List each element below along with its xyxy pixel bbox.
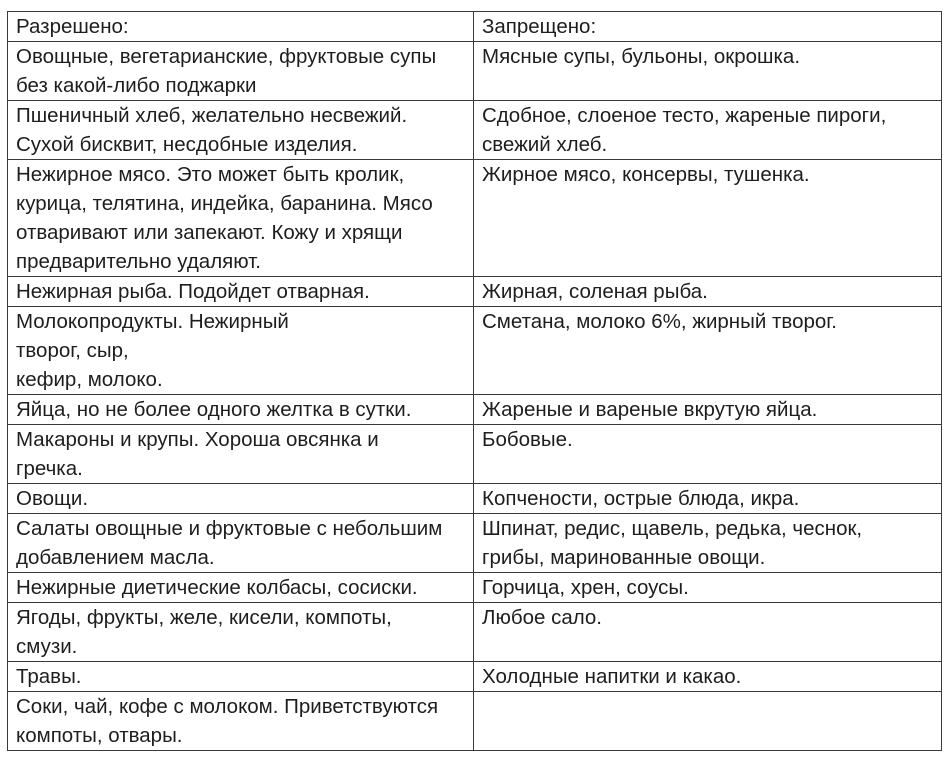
allowed-cell: Нежирное мясо. Это может быть кролик, курица, телятина, индейка, баранина. Мясо отваривают или запекают. Кожу и хрящи предварительно удаляют. [8,160,474,277]
allowed-cell: Соки, чай, кофе с молоком. Приветствуются компоты, отвары. [8,692,474,751]
forbidden-cell: Мясные супы, бульоны, окрошка. [474,42,942,101]
table-row [8,662,942,692]
forbidden-cell: Копчености, острые блюда, икра. [474,484,942,514]
forbidden-cell: Шпинат, редис, щавель, редька, чеснок, грибы, маринованные овощи. [474,514,942,573]
table-row [8,101,942,160]
allowed-cell: Нежирная рыба. Подойдет отварная. [8,277,474,307]
table-row [8,42,942,101]
allowed-cell: Овощи. [8,484,474,514]
table-row [8,277,942,307]
forbidden-cell: Жирная, соленая рыба. [474,277,942,307]
table-row [8,514,942,573]
table-row [8,573,942,603]
table-row [8,307,942,395]
forbidden-cell: Сдобное, слоеное тесто, жареные пироги, свежий хлеб. [474,101,942,160]
forbidden-cell [474,692,942,751]
table-row [8,692,942,751]
header-forbidden: Запрещено: [474,12,942,42]
allowed-cell: Салаты овощные и фруктовые с небольшим добавлением масла. [8,514,474,573]
forbidden-cell: Холодные напитки и какао. [474,662,942,692]
table-row [8,484,942,514]
allowed-cell: Яйца, но не более одного желтка в сутки. [8,395,474,425]
table-row [8,603,942,662]
forbidden-cell: Жареные и вареные вкрутую яйца. [474,395,942,425]
table-row [8,160,942,277]
header-row [8,12,942,42]
header-allowed: Разрешено: [8,12,474,42]
allowed-cell: Ягоды, фрукты, желе, кисели, компоты, смузи. [8,603,474,662]
allowed-cell: Макароны и крупы. Хороша овсянка и гречка. [8,425,474,484]
allowed-cell: Травы. [8,662,474,692]
allowed-cell: Пшеничный хлеб, желательно несвежий. Сухой бисквит, несдобные изделия. [8,101,474,160]
forbidden-cell: Любое сало. [474,603,942,662]
table-row [8,425,942,484]
forbidden-cell: Жирное мясо, консервы, тушенка. [474,160,942,277]
allowed-cell: Овощные, вегетарианские, фруктовые супы без какой-либо поджарки [8,42,474,101]
forbidden-cell: Сметана, молоко 6%, жирный творог. [474,307,942,395]
allowed-cell: Молокопродукты. Нежирный творог, сыр, кефир, молоко. [8,307,474,395]
table-row [8,395,942,425]
forbidden-cell: Горчица, хрен, соусы. [474,573,942,603]
forbidden-cell: Бобовые. [474,425,942,484]
diet-table [7,11,942,751]
allowed-cell: Нежирные диетические колбасы, сосиски. [8,573,474,603]
